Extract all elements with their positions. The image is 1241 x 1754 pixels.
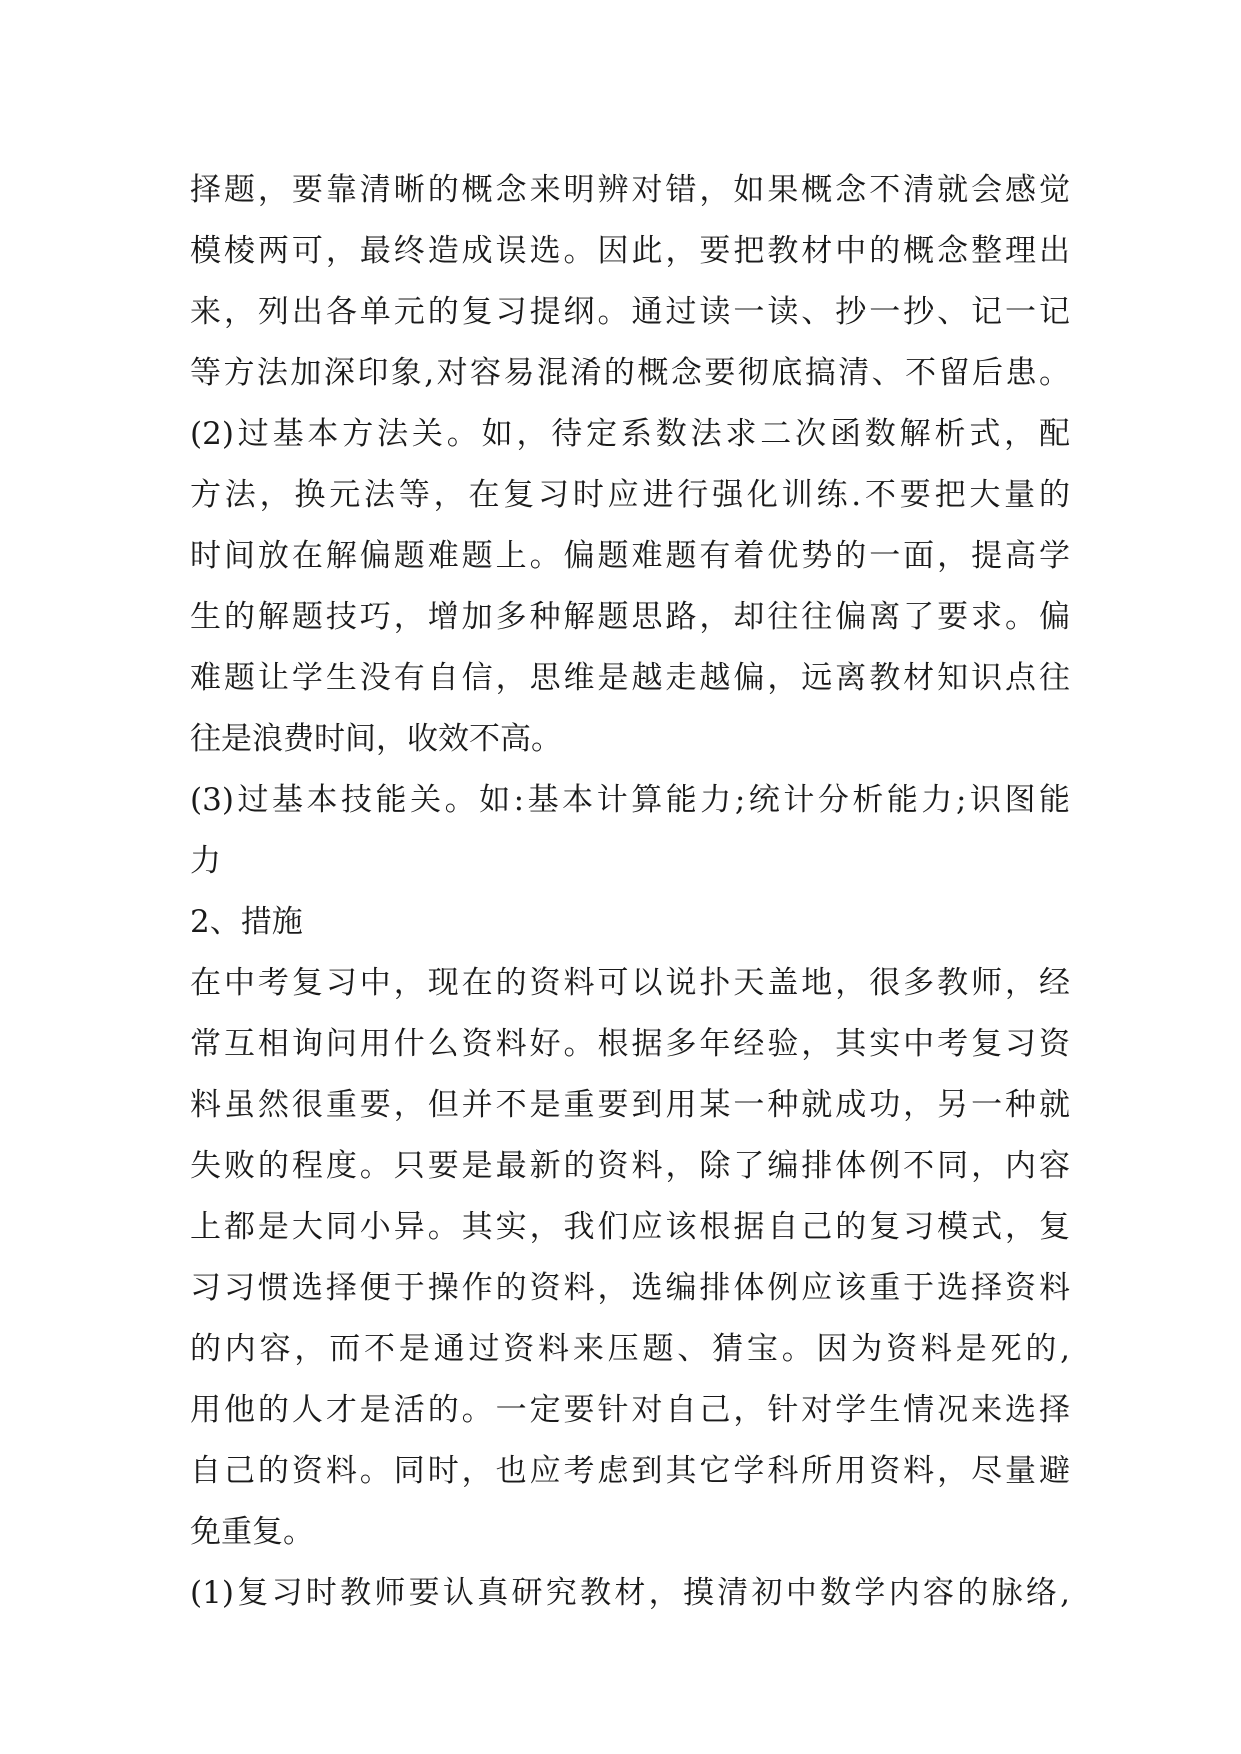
text-line: 择题，要靠清晰的概念来明辨对错，如果概念不清就会感觉 (190, 172, 1070, 208)
text-line: 时间放在解偏题难题上。偏题难题有着优势的一面，提高学 (190, 538, 1070, 574)
text-line: 自己的资料。同时，也应考虑到其它学科所用资料，尽量避 (190, 1453, 1070, 1489)
text-line: 方法，换元法等，在复习时应进行强化训练.不要把大量的 (190, 477, 1070, 513)
text-line: 用他的人才是活的。一定要针对自己，针对学生情况来选择 (190, 1392, 1070, 1428)
text-line: 上都是大同小异。其实，我们应该根据自己的复习模式，复 (190, 1209, 1070, 1245)
text-line: 在中考复习中，现在的资料可以说扑天盖地，很多教师，经 (190, 965, 1070, 1001)
text-line: 生的解题技巧，增加多种解题思路，却往往偏离了要求。偏 (190, 599, 1070, 635)
text-line: (3)过基本技能关。如:基本计算能力;统计分析能力;识图能 (190, 782, 1070, 818)
text-line: 料虽然很重要，但并不是重要到用某一种就成功，另一种就 (190, 1087, 1070, 1123)
document-body (190, 160, 1070, 1624)
text-line: 免重复。 (190, 1514, 314, 1550)
text-line: 等方法加深印象,对容易混淆的概念要彻底搞清、不留后患。 (190, 355, 1070, 391)
text-line: 习习惯选择便于操作的资料，选编排体例应该重于选择资料 (190, 1270, 1070, 1306)
text-line: 力 (190, 843, 221, 879)
text-line: 难题让学生没有自信，思维是越走越偏，远离教材知识点往 (190, 660, 1070, 696)
text-line: (1)复习时教师要认真研究教材，摸清初中数学内容的脉络, (190, 1575, 1070, 1611)
text-line: 2、措施 (190, 904, 303, 940)
text-line: 模棱两可，最终造成误选。因此，要把教材中的概念整理出 (190, 233, 1070, 269)
text-line: 失败的程度。只要是最新的资料，除了编排体例不同，内容 (190, 1148, 1070, 1184)
text-line: 常互相询问用什么资料好。根据多年经验，其实中考复习资 (190, 1026, 1070, 1062)
text-line: 来，列出各单元的复习提纲。通过读一读、抄一抄、记一记 (190, 294, 1070, 330)
text-line: 的内容，而不是通过资料来压题、猜宝。因为资料是死的, (190, 1331, 1070, 1367)
text-line: 往是浪费时间，收效不高。 (190, 721, 562, 757)
text-line: (2)过基本方法关。如，待定系数法求二次函数解析式，配 (190, 416, 1070, 452)
